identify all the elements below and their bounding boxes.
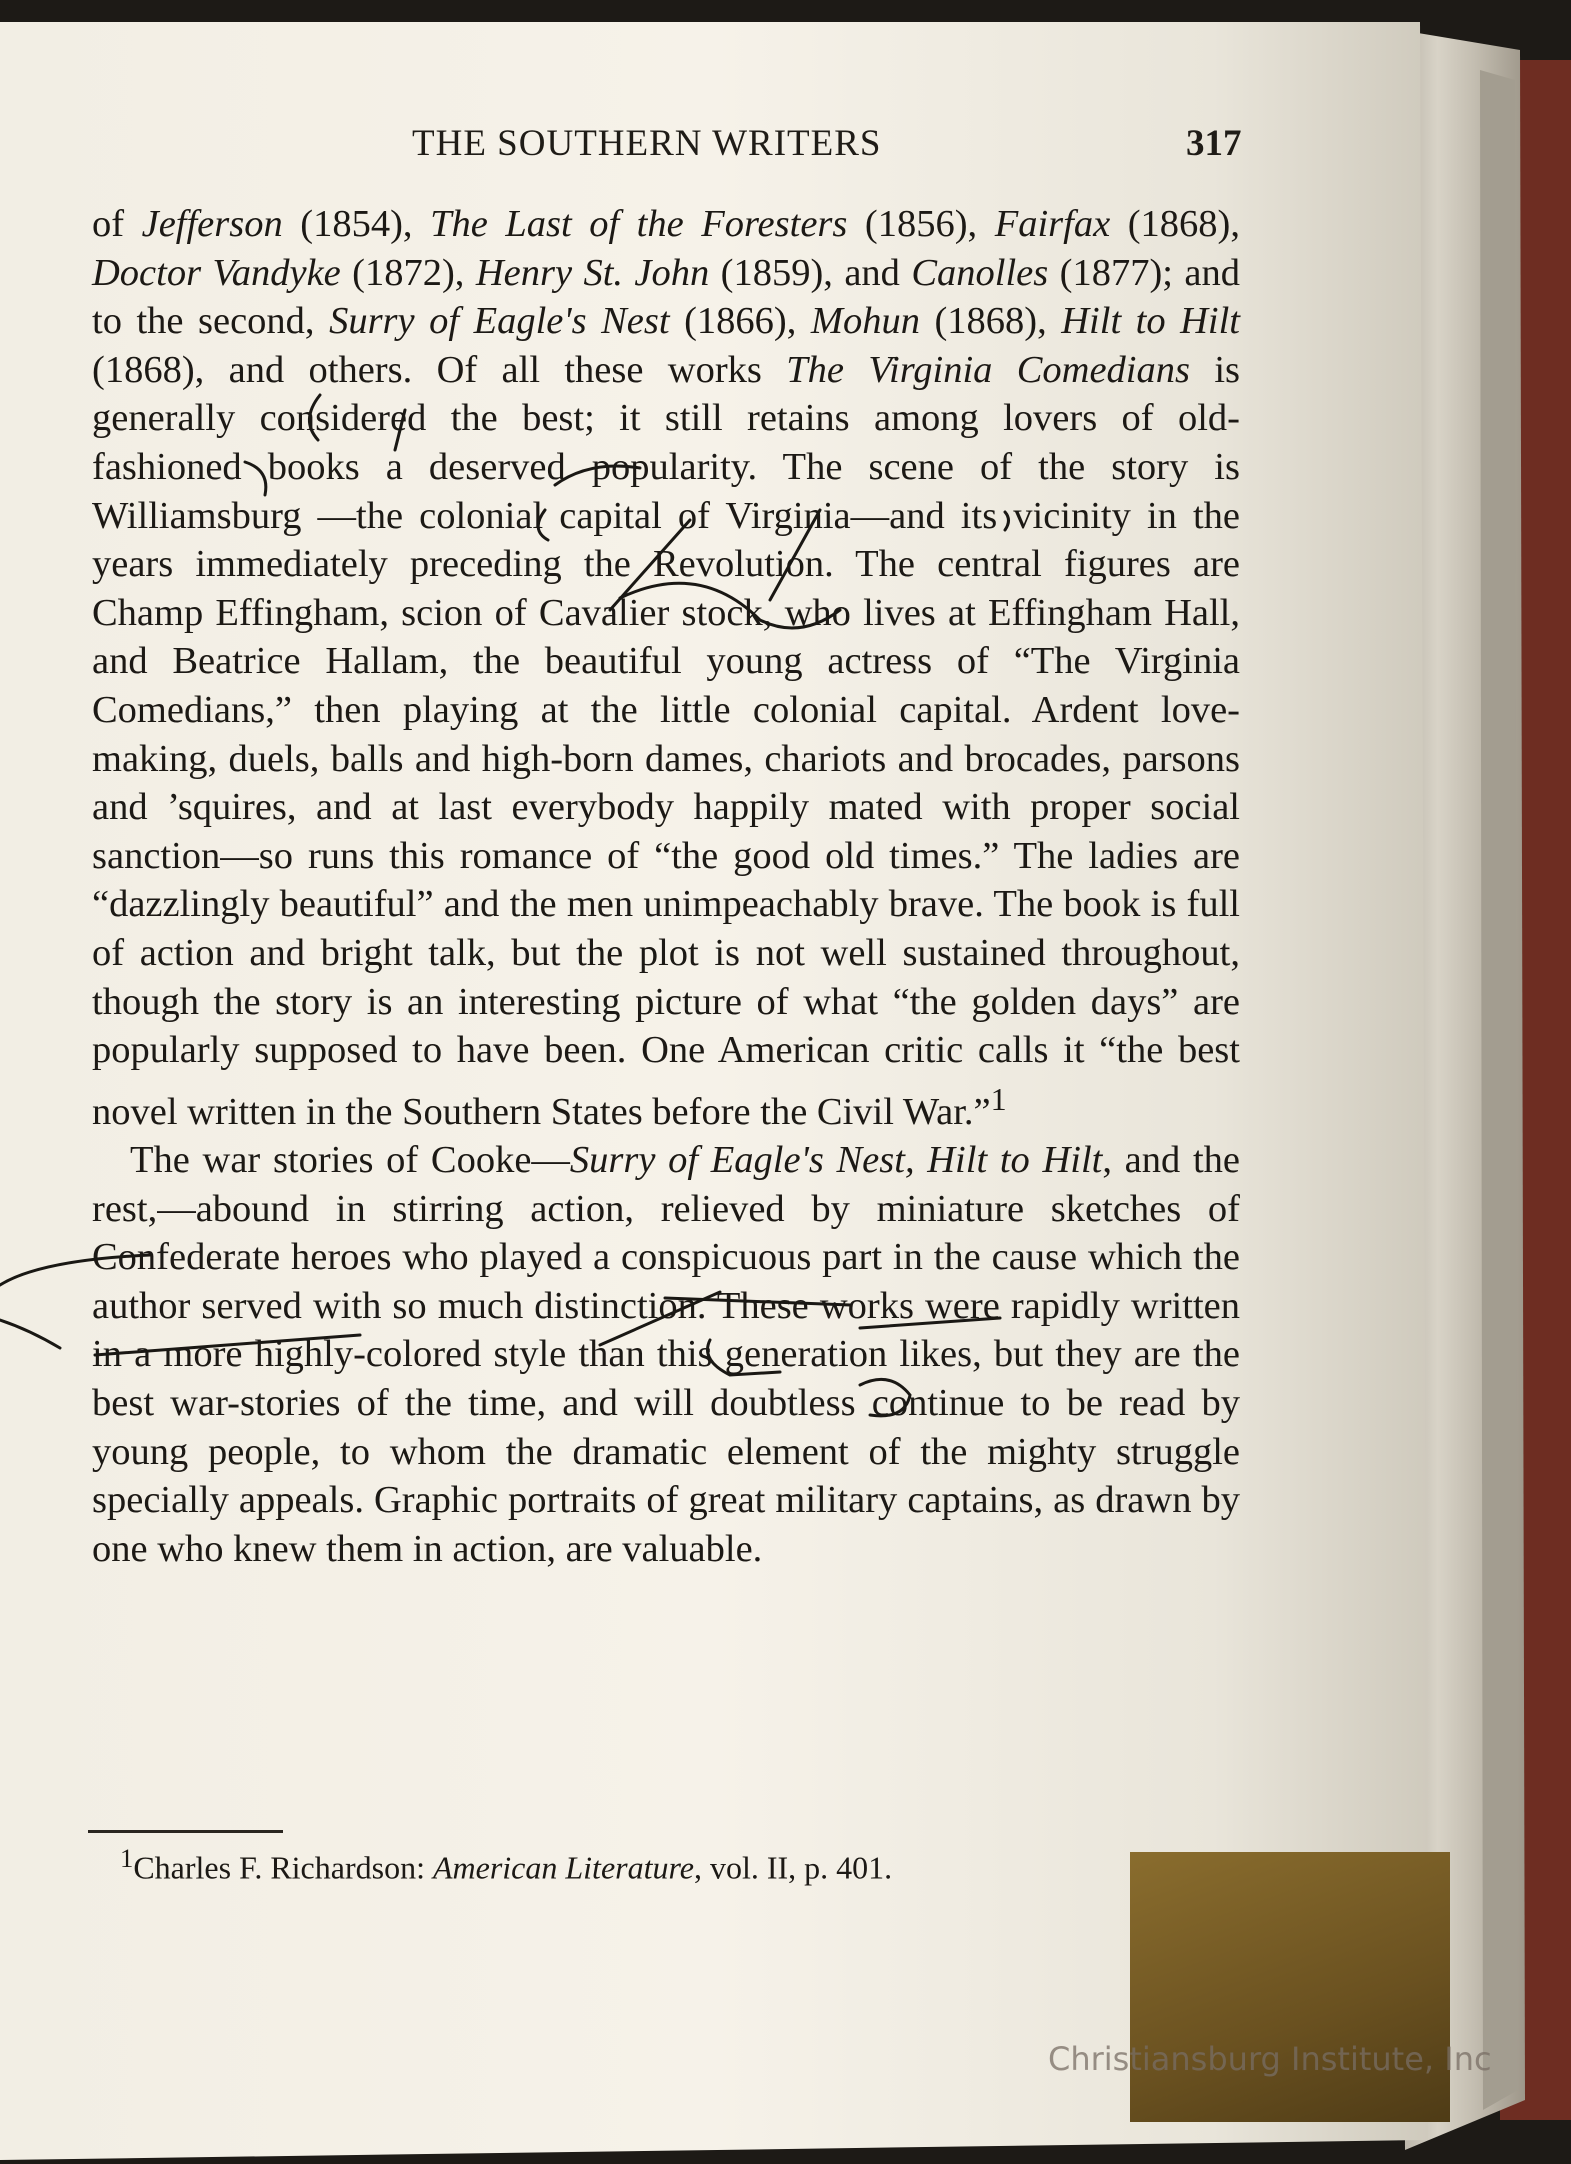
italic-title-run: The Virginia Comedians: [786, 348, 1190, 391]
text-run: (1868), and others. Of all these works: [92, 348, 787, 391]
text-run: The war stories of Cooke—: [130, 1139, 570, 1182]
italic-title-run: Hilt to Hilt: [1061, 300, 1241, 343]
footnote-marker: 1: [120, 1843, 134, 1873]
page-header: [0, 122, 1571, 172]
body-text: [92, 200, 1240, 1573]
footnote: [120, 1843, 892, 1887]
page-number: 317: [1186, 123, 1242, 164]
italic-title-run: The Last of the Foresters: [430, 203, 848, 245]
italic-title-run: Fairfax: [994, 203, 1111, 245]
text-run: (1868),: [919, 300, 1062, 343]
watermark: Christiansburg Institute, Inc: [1048, 2040, 1492, 2078]
paragraph: [92, 1136, 1240, 1573]
text-run: (1856),: [847, 203, 995, 245]
running-head: THE SOUTHERN WRITERS: [412, 123, 882, 164]
paragraph: [92, 200, 1240, 1136]
italic-title-run: Mohun: [810, 300, 920, 343]
italic-title-run: Henry St. John: [475, 251, 710, 294]
text-run: , and the rest,—abound in stirring action, relieved by miniature sketches of Confederate heroes who played a conspicuous part in the cause which the author served with so much distinction. These works were rapidly written in a more highly-colored style than this generation likes, but they are the best war-stories of the time, and will doubtless continue to be read by young people, to whom the dramatic element of the mighty struggle specially appeals. Graphic portraits of great military captains, as drawn by one who knew them in action, are valuable.: [92, 1139, 1240, 1570]
text-run: (1866),: [669, 300, 811, 343]
footnote-author: Charles F. Richardson:: [133, 1849, 433, 1886]
italic-title-run: Surry of Eagle's Nest, Hilt to Hilt: [569, 1139, 1103, 1182]
footnote-rule: [88, 1830, 283, 1833]
text-run: (1854),: [282, 203, 431, 245]
text-run: is generally considered the best; it still retains among lovers of old-fashioned books a deserved popularity. The scene of the story is Williamsburg —the colonial capital of Virginia—and its vicinity in the years immediately preceding the Revolution. The central figures are Champ Effingham, scion of Cavalier stock, who lives at Effingham Hall, and Beatrice Hallam, the beautiful young actress of “The Virginia Comedians,” then playing at the little colonial capital. Ardent love-making, duels, balls and high-born dames, chariots and brocades, parsons and ’squires, and at last everybody happily mated with proper social sanction—so runs this romance of “the good old times.” The ladies are “dazzlingly beautiful” and the men unimpeachably brave. The book is full of action and bright talk, but the plot is not well sustained throughout, though the story is an interesting picture of what “the golden days” are popularly supposed to have been. One American critic calls it “the best novel written in the Southern States before the Civil War.”: [92, 348, 1240, 1133]
text-run: (1877); and to the second,: [92, 251, 1240, 343]
bookend-block: [1130, 1852, 1450, 2122]
italic-title-run: Doctor Vandyke: [92, 251, 341, 294]
italic-title-run: Jefferson: [141, 203, 283, 245]
italic-title-run: Surry of Eagle's Nest: [329, 300, 670, 343]
footnote-title: American Literature: [432, 1849, 694, 1886]
text-run: (1868),: [1110, 203, 1240, 245]
footnote-rest: , vol. II, p. 401.: [693, 1849, 893, 1886]
text-run: (1872),: [340, 251, 476, 294]
footnote-reference: 1: [990, 1080, 1007, 1117]
text-run: of: [92, 203, 142, 245]
italic-title-run: Canolles: [911, 251, 1049, 294]
text-run: (1859), and: [709, 251, 912, 294]
